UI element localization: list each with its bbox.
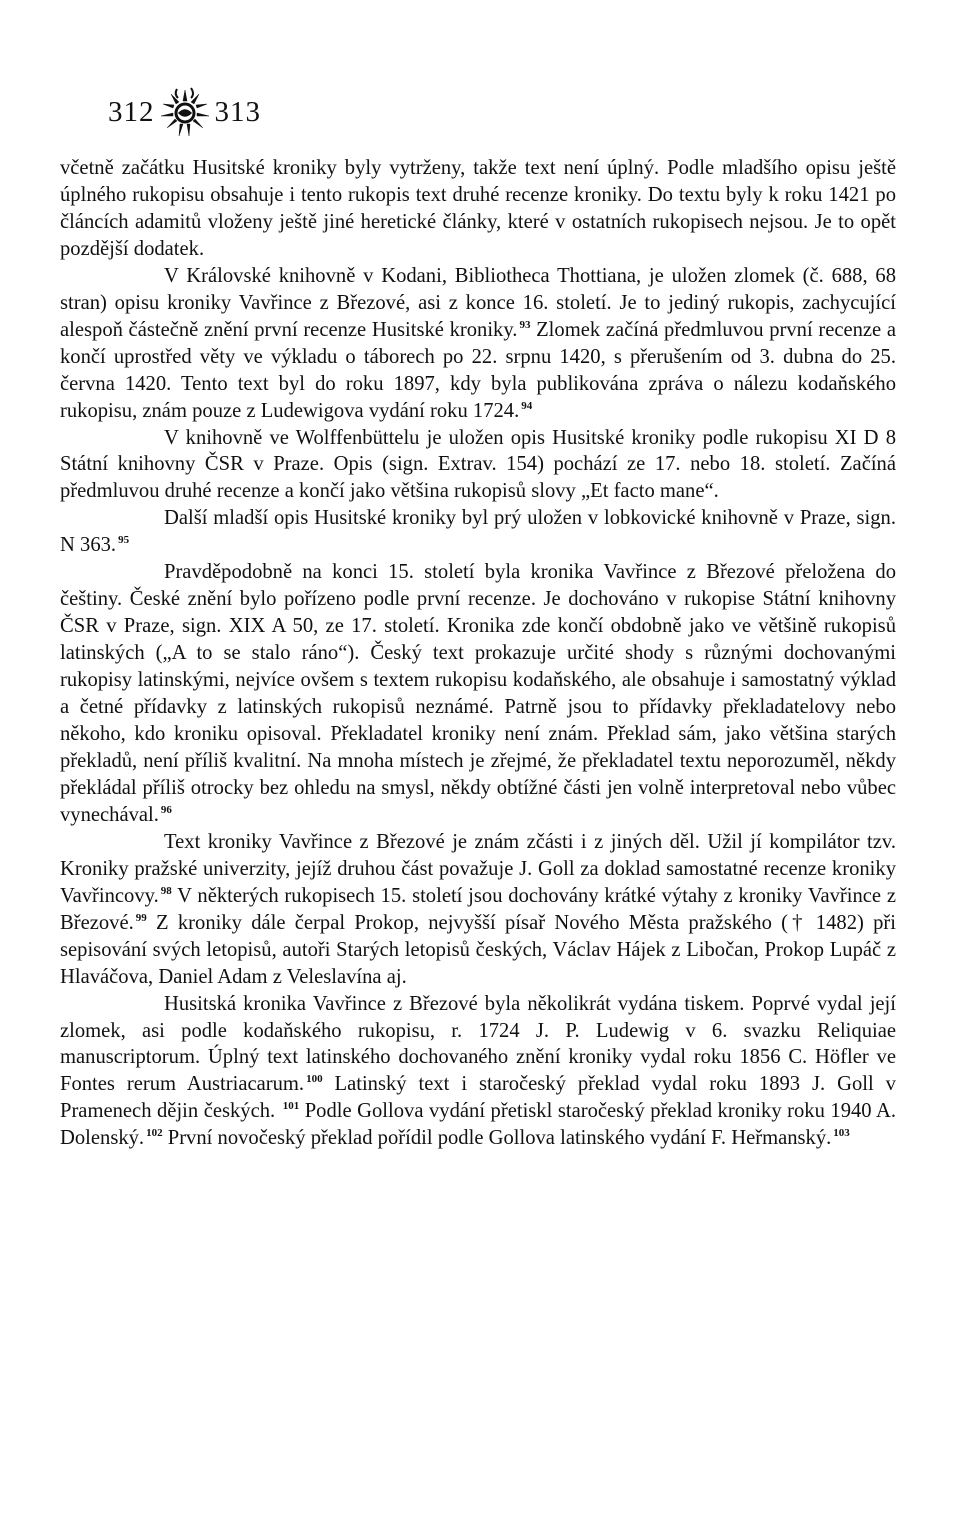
footnote-marker: 99 [135, 911, 147, 924]
footnote-marker: 100 [306, 1073, 323, 1086]
paragraph-text: První novočeský překlad pořídil podle Gollova latinského vydání F. Heřmanský. [162, 1127, 832, 1150]
footnote-marker: 93 [519, 318, 531, 331]
paragraph [60, 505, 896, 559]
page-number-left: 312 [108, 95, 155, 128]
paragraph [60, 991, 896, 1153]
paragraph [60, 829, 896, 991]
paragraph-text: V některých rukopisech 15. století jsou dochovány krátké výtahy z kroniky Vavřince z Březové. [60, 884, 896, 934]
paragraph-text: Husitská kronika Vavřince z Březové byla několikrát vydána tiskem. Poprvé vydal její zlomek, asi podle kodaňského rukopisu, r. 1724 J. P. Ludewig v 6. svazku Reliquiae manuscriptorum. Úplný text latinského dochovaného znění kroniky vydal roku 1856 C. Höfler ve Fontes rerum Austriacarum. [60, 992, 896, 1096]
paragraph-text: V knihovně ve Wolffenbüttelu je uložen opis Husitské kroniky podle rukopisu XI D 8 Státní knihovny ČSR v Praze. Opis (sign. Extrav. 154) pochází ze 17. nebo 18. století. Začíná předmluvou druhé recenze a končí jako většina rukopisů slovy „Et facto mane“. [60, 426, 896, 503]
page-header [108, 86, 261, 138]
paragraph [60, 425, 896, 506]
paragraph-text: Text kroniky Vavřince z Březové je znám zčásti i z jiných děl. Užil jí kompilátor tzv. Kroniky pražské univerzity, jejíž druhou část považuje J. Goll za doklad samostatné recenze kroniky Vavřincovy. [60, 830, 896, 907]
paragraph-text: V Královské knihovně v Kodani, Bibliotheca Thottiana, je uložen zlomek (č. 688, 68 stran) opisu kroniky Vavřince z Březové, asi z konce 16. století. Je to jediný rukopis, zachycující alespoň částečně znění první recenze Husitské kroniky. [60, 264, 896, 341]
paragraph-text: Podle Gollova vydání přetiskl staročeský překlad kroniky roku 1940 A. Dolenský. [60, 1100, 896, 1150]
paragraph [60, 559, 896, 829]
footnote-marker: 96 [160, 803, 172, 816]
paragraph-text: Další mladší opis Husitské kroniky byl prý uložen v lobkovické knihovně v Praze, sign. N 363. [60, 507, 896, 557]
footnote-marker: 102 [146, 1127, 163, 1140]
paragraph-text: včetně začátku Husitské kroniky byly vytrženy, takže text není úplný. Podle mladšího opisu ještě úplného rukopisu obsahuje i tento rukopis text druhé recenze kroniky. Do textu byly k roku 1421 po článcích adamitů vloženy ještě jiné heretické články, které v ostatních rukopisech nejsou. Je to opět pozdější dodatek. [60, 157, 896, 260]
paragraph-text: Z kroniky dále čerpal Prokop, nejvyšší písař Nového Města pražského († 1482) při sepisování svých letopisů, autoři Starých letopisů českých, Václav Hájek z Libočan, Prokop Lupáč z Hlaváčova, Daniel Adam z Veleslavína aj. [60, 911, 896, 988]
footnote-marker: 103 [833, 1127, 850, 1140]
paragraph-text: Latinský text i staročeský překlad vydal roku 1893 J. Goll v Pramenech dějin českých. [60, 1073, 896, 1123]
footnote-marker: 95 [118, 534, 130, 547]
paragraph [60, 263, 896, 425]
paragraph-text: Zlomek začíná předmluvou první recenze a končí uprostřed věty ve výkladu o táborech po 22. srpnu 1420, s přerušením od 3. dubna do 25. června 1420. Tento text byl do roku 1897, kdy byla publikována zpráva o nálezu kodaňského rukopisu, znám pouze z Ludewigova vydání roku 1724. [60, 318, 896, 422]
footnote-marker: 101 [282, 1100, 300, 1113]
page-number-right: 313 [214, 95, 261, 128]
body-text [60, 155, 896, 1152]
footnote-marker: 98 [160, 884, 172, 897]
paragraph-text: Pravděpodobně na konci 15. století byla kronika Vavřince z Březové přeložena do češtiny. České znění bylo pořízeno podle první recenze. Je dochováno v rukopise Státní knihovny ČSR v Praze, sign. XIX A 50, ze 17. století. Kronika zde končí obdobně jako ve většině rukopisů latinských („A to se stalo ráno“). Český text prokazuje určité shody s různými dochovanými rukopisy latinskými, nejvíce ovšem s textem rukopisu kodaňského, ale obsahuje i samostatný výklad a četné přídavky z latinských rukopisů neznámé. Patrně jsou to přídavky překladatelovy nebo někoho, kdo kroniku opisoval. Překladatel kroniky není znám. Překlad sám, jako většina starých překladů, není příliš kvalitní. Na mnoha místech je zřejmé, že překladatel textu neporozuměl, někdy překládal příliš otrocky bez ohledu na smysl, někdy obtížné části jen volně interpretoval nebo vůbec vynechával. [60, 561, 896, 826]
footnote-marker: 94 [521, 399, 533, 412]
sun-ornament-icon [159, 86, 211, 138]
paragraph [60, 155, 896, 263]
